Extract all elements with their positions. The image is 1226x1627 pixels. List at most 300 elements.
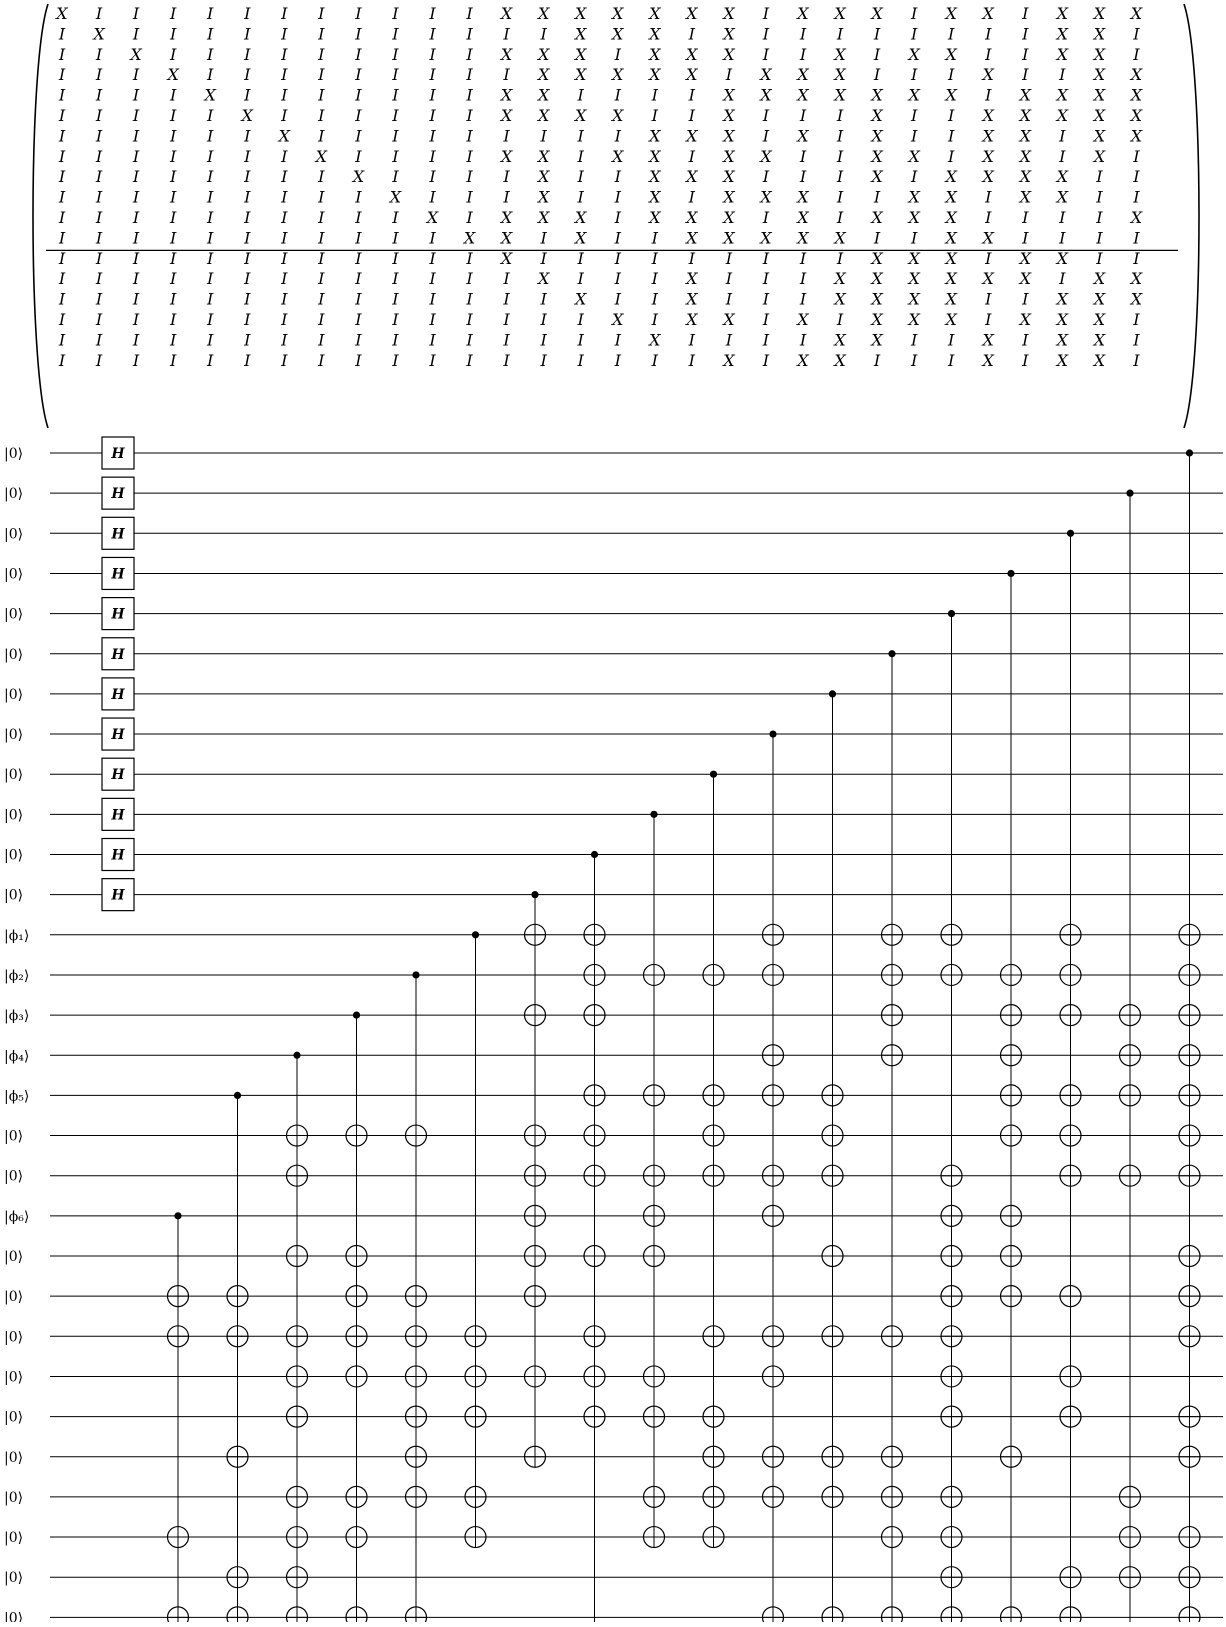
matrix-entry: X (1130, 85, 1143, 105)
matrix-entry: I (244, 4, 251, 23)
matrix-entry: I (577, 350, 584, 370)
matrix-entry: I (132, 85, 140, 105)
matrix-entry: I (985, 187, 992, 207)
matrix-entry: X (649, 4, 661, 23)
matrix-entry: I (799, 24, 807, 44)
matrix-entry: I (1022, 65, 1029, 85)
matrix-entry: X (1056, 106, 1069, 125)
wire-label: |ϕ₁⟩ (4, 927, 30, 944)
matrix-entry: I (355, 187, 362, 207)
matrix-entry: X (760, 65, 772, 85)
matrix-entry: I (207, 350, 214, 370)
matrix-entry: I (985, 44, 992, 64)
matrix-entry: I (58, 146, 66, 166)
matrix-entry: I (318, 65, 325, 85)
matrix-entry: I (651, 106, 658, 125)
matrix-entry: I (429, 24, 436, 44)
matrix-entry: I (318, 350, 325, 370)
matrix-entry: I (503, 310, 510, 329)
wire-label: |0⟩ (4, 1249, 24, 1265)
matrix-entry: I (910, 330, 918, 350)
matrix-entry: I (1133, 248, 1140, 268)
control-dot (650, 811, 657, 818)
wire-label: |ϕ₂⟩ (4, 967, 30, 984)
matrix-entry: I (355, 350, 362, 370)
matrix-entry: X (982, 330, 994, 350)
matrix-entry: I (762, 350, 770, 370)
matrix-entry: I (873, 187, 881, 207)
matrix-entry: I (466, 167, 473, 187)
matrix-entry: X (908, 44, 920, 64)
matrix-entry: X (982, 126, 994, 146)
matrix-entry: I (429, 85, 436, 105)
matrix-entry: X (1130, 289, 1143, 309)
matrix-entry: I (466, 126, 473, 146)
matrix-entry: I (281, 167, 288, 187)
matrix-entry: X (982, 106, 994, 125)
matrix-entry: I (1133, 167, 1140, 187)
control-dot (888, 650, 895, 657)
matrix-entry: I (836, 146, 844, 166)
control-dot (353, 1012, 360, 1019)
matrix-entry: I (429, 187, 436, 207)
hadamard-gate-label: H (111, 686, 125, 703)
matrix-entry: X (797, 208, 809, 227)
matrix-entry: I (762, 24, 770, 44)
matrix-entry: X (649, 208, 661, 227)
matrix-entry: X (686, 44, 698, 64)
matrix-entry: I (318, 167, 325, 187)
matrix-entry: I (985, 85, 992, 105)
wire-label: |ϕ₅⟩ (4, 1088, 30, 1105)
matrix-entry: I (392, 44, 399, 64)
hadamard-gate-label: H (111, 767, 125, 784)
matrix-entry: I (466, 85, 473, 105)
matrix-entry: I (799, 330, 807, 350)
matrix-entry: I (614, 248, 621, 268)
matrix-entry: X (612, 24, 624, 44)
matrix-entry: I (207, 248, 214, 268)
matrix-entry: X (612, 4, 624, 23)
matrix-entry: I (762, 167, 770, 187)
matrix-entry: X (1019, 269, 1031, 289)
matrix-entry: X (945, 4, 957, 23)
matrix-entry: X (537, 106, 550, 125)
matrix-entry: I (95, 146, 103, 166)
matrix-entry: I (836, 208, 844, 227)
matrix-entry: I (910, 167, 918, 187)
matrix-entry: I (429, 65, 436, 85)
matrix-entry: I (281, 208, 288, 227)
matrix-entry: I (355, 330, 362, 350)
matrix-entry: I (466, 106, 473, 125)
matrix-entry: I (281, 310, 288, 329)
matrix-entry: X (945, 248, 957, 268)
matrix-entry: I (95, 248, 103, 268)
matrix-entry: I (948, 24, 955, 44)
matrix-entry: X (797, 350, 809, 370)
matrix-entry: X (537, 85, 550, 105)
matrix-entry: I (132, 310, 140, 329)
matrix-entry: X (426, 208, 439, 227)
hadamard-gate-label: H (111, 526, 125, 543)
matrix-entry: I (762, 126, 770, 146)
matrix-entry: I (207, 65, 214, 85)
matrix-entry: I (132, 65, 140, 85)
matrix-entry: I (318, 269, 325, 289)
matrix-entry: X (1130, 65, 1143, 85)
matrix-entry: X (1019, 167, 1031, 187)
matrix-entry: I (244, 65, 251, 85)
matrix-entry: I (1096, 228, 1103, 248)
matrix-entry: I (169, 24, 177, 44)
matrix-entry: X (871, 85, 883, 105)
matrix-entry: X (1130, 106, 1143, 125)
matrix-entry: X (463, 228, 476, 248)
matrix-entry: I (132, 228, 140, 248)
matrix-entry: I (392, 85, 399, 105)
matrix-entry: I (1022, 44, 1029, 64)
matrix-entry: I (429, 167, 436, 187)
matrix-entry: I (95, 65, 103, 85)
matrix-entry: X (797, 126, 809, 146)
matrix-entry: I (318, 228, 325, 248)
matrix-entry: I (1022, 4, 1029, 23)
matrix-entry: I (873, 350, 881, 370)
matrix-entry: I (169, 310, 177, 329)
matrix-entry: I (651, 228, 658, 248)
matrix-entry: X (575, 24, 587, 44)
matrix-entry: I (577, 126, 584, 146)
matrix-entry: I (355, 248, 362, 268)
matrix-entry: I (281, 106, 288, 125)
right-parenthesis (1184, 4, 1199, 428)
matrix-entry: X (982, 269, 994, 289)
matrix-entry: I (169, 228, 177, 248)
matrix-entry: I (948, 146, 955, 166)
matrix-entry: I (577, 187, 584, 207)
matrix-entry: I (392, 4, 399, 23)
matrix-entry: I (169, 187, 177, 207)
matrix-entry: I (429, 330, 436, 350)
matrix-entry: I (577, 310, 584, 329)
matrix-entry: X (1056, 248, 1069, 268)
matrix-entry: I (614, 289, 621, 309)
matrix-entry: I (503, 289, 510, 309)
hadamard-gate-label: H (111, 486, 125, 503)
matrix-entry: X (945, 44, 957, 64)
wire-label: |0⟩ (4, 887, 24, 904)
matrix-entry: I (132, 126, 140, 146)
matrix-entry: X (1056, 330, 1069, 350)
matrix-entry: I (429, 350, 436, 370)
matrix-entry: I (281, 146, 288, 166)
matrix-entry: I (1133, 228, 1140, 248)
wire-label: |0⟩ (4, 1369, 24, 1386)
matrix-entry: I (58, 248, 66, 268)
matrix-entry: I (614, 167, 621, 187)
matrix-entry: X (1056, 4, 1069, 23)
matrix-entry: I (688, 85, 696, 105)
matrix-entry: I (95, 187, 103, 207)
matrix-entry: X (871, 126, 883, 146)
matrix-entry: I (577, 167, 584, 187)
matrix-entry: I (503, 24, 510, 44)
matrix-entry: I (725, 330, 733, 350)
matrix-entry: X (1093, 350, 1106, 370)
matrix-entry: I (910, 24, 918, 44)
matrix-entry: I (1022, 24, 1029, 44)
matrix-entry: X (686, 65, 698, 85)
matrix-entry: X (723, 126, 735, 146)
matrix-entry: I (318, 248, 325, 268)
matrix-entry: X (834, 4, 846, 23)
matrix-entry: I (1022, 330, 1029, 350)
matrix-entry: I (95, 269, 103, 289)
matrix-entry: I (207, 24, 214, 44)
left-parenthesis (33, 4, 48, 428)
control-dot (591, 851, 598, 858)
matrix-entry: I (318, 106, 325, 125)
matrix-entry: I (688, 330, 696, 350)
matrix-entry: I (392, 248, 399, 268)
matrix-entry: I (355, 126, 362, 146)
matrix-entry: I (651, 289, 658, 309)
hadamard-gate-label: H (111, 446, 125, 462)
matrix-entry: I (614, 208, 621, 227)
matrix-entry: I (1133, 44, 1140, 64)
matrix-entry: I (58, 44, 66, 64)
wire-label: |0⟩ (4, 1289, 24, 1306)
matrix-entry: I (318, 187, 325, 207)
matrix-entry: I (132, 248, 140, 268)
matrix-entry: I (836, 310, 844, 329)
matrix-entry: I (244, 350, 251, 370)
matrix-entry: I (169, 330, 177, 350)
matrix-entry: I (355, 208, 362, 227)
matrix-entry: X (686, 167, 698, 187)
matrix-entry: I (466, 248, 473, 268)
matrix-entry: X (93, 24, 105, 44)
wire-label: |0⟩ (4, 486, 24, 503)
matrix-entry: X (686, 126, 698, 146)
matrix-entry: X (352, 167, 365, 187)
matrix-entry: I (540, 248, 547, 268)
matrix-entry: I (132, 269, 140, 289)
matrix-entry: X (686, 269, 698, 289)
matrix-entry: I (466, 65, 473, 85)
matrix-entry: I (985, 310, 992, 329)
matrix-entry: I (873, 228, 881, 248)
matrix-entry: X (908, 146, 920, 166)
matrix-entry: I (318, 126, 325, 146)
control-dot (472, 931, 479, 938)
matrix-entry: X (1093, 85, 1106, 105)
matrix-entry: I (614, 85, 621, 105)
matrix-entry: I (503, 330, 510, 350)
matrix-entry: I (392, 106, 399, 125)
matrix-entry: X (908, 85, 920, 105)
matrix-entry: X (723, 44, 735, 64)
matrix-entry: X (500, 146, 513, 166)
matrix-entry: I (169, 350, 177, 370)
matrix-entry: I (466, 187, 473, 207)
matrix-entry: X (1093, 146, 1106, 166)
matrix-entry: I (614, 126, 621, 146)
matrix-entry: X (537, 65, 550, 85)
matrix-entry: I (281, 4, 288, 23)
matrix-entry: I (95, 44, 103, 64)
matrix-entry: I (95, 4, 103, 23)
matrix-entry: X (167, 65, 179, 85)
matrix-entry: I (1133, 146, 1140, 166)
wire-label: |0⟩ (4, 847, 24, 864)
matrix-entry: I (95, 85, 103, 105)
matrix-entry: I (466, 350, 473, 370)
matrix-entry: I (873, 24, 881, 44)
matrix-entry: X (1056, 310, 1069, 329)
matrix-entry: I (355, 106, 362, 125)
matrix-entry: I (392, 310, 399, 329)
matrix-entry: I (836, 106, 844, 125)
matrix-entry: I (1133, 187, 1140, 207)
matrix-entry: I (910, 228, 918, 248)
matrix-entry: I (244, 167, 251, 187)
matrix-entry: I (688, 106, 696, 125)
matrix-entry: I (948, 330, 955, 350)
matrix-entry: I (985, 208, 992, 227)
matrix-entry: I (95, 330, 103, 350)
wire-label: |0⟩ (4, 807, 24, 824)
matrix-entry: I (651, 248, 658, 268)
matrix-entry: X (500, 248, 513, 268)
matrix-entry: I (58, 24, 66, 44)
matrix-entry: X (1056, 187, 1069, 207)
matrix-entry: X (834, 289, 846, 309)
wire-label: |0⟩ (4, 446, 24, 462)
matrix-entry: I (132, 350, 140, 370)
hadamard-gate-label: H (111, 847, 125, 864)
matrix-entry: I (651, 85, 658, 105)
matrix-entry: X (797, 65, 809, 85)
matrix-entry: I (688, 146, 696, 166)
matrix-entry: I (466, 208, 473, 227)
matrix-entry: X (723, 310, 735, 329)
matrix-entry: I (910, 65, 918, 85)
matrix-entry: I (910, 106, 918, 125)
wire-label: |0⟩ (4, 1168, 24, 1185)
control-dot (174, 1212, 181, 1219)
matrix-entry: X (612, 146, 624, 166)
matrix-entry: I (540, 310, 547, 329)
matrix-entry: I (132, 4, 140, 23)
matrix-entry: I (207, 289, 214, 309)
control-dot (531, 891, 538, 898)
matrix-entry: X (908, 208, 920, 227)
matrix-entry: X (649, 146, 661, 166)
matrix-entry: X (649, 24, 661, 44)
wire-label: |0⟩ (4, 1570, 24, 1587)
matrix-entry: I (429, 248, 436, 268)
matrix-entry: I (725, 248, 733, 268)
matrix-entry: I (207, 44, 214, 64)
matrix-entry: I (318, 85, 325, 105)
wire-label: |ϕ₄⟩ (4, 1048, 30, 1065)
matrix-entry: I (281, 350, 288, 370)
matrix-entry: I (281, 85, 288, 105)
matrix-entry: I (281, 228, 288, 248)
matrix-entry: I (799, 269, 807, 289)
matrix-entry: I (651, 269, 658, 289)
matrix-entry: X (1019, 85, 1031, 105)
matrix-entry: I (1133, 330, 1140, 350)
matrix-entry: I (1096, 167, 1103, 187)
matrix-entry: I (169, 85, 177, 105)
matrix-entry: I (392, 208, 399, 227)
matrix-entry: I (1022, 350, 1029, 370)
matrix-entry: I (466, 4, 473, 23)
matrix-entry: I (95, 310, 103, 329)
matrix-entry: I (429, 106, 436, 125)
matrix-entry: X (982, 167, 994, 187)
matrix-entry: I (207, 4, 214, 23)
matrix-entry: X (1056, 85, 1069, 105)
matrix-entry: I (207, 310, 214, 329)
matrix-entry: X (537, 4, 550, 23)
matrix-entry: I (132, 330, 140, 350)
matrix-entry: X (612, 65, 624, 85)
matrix-entry: I (58, 269, 66, 289)
matrix-entry: X (834, 44, 846, 64)
matrix-entry: I (614, 228, 621, 248)
matrix-entry: X (945, 85, 957, 105)
matrix-entry: X (1019, 187, 1031, 207)
matrix-entry: I (540, 350, 547, 370)
matrix-entry: I (651, 310, 658, 329)
matrix-entry: I (688, 187, 696, 207)
wire-label: |0⟩ (4, 1449, 24, 1466)
matrix-entry: I (466, 146, 473, 166)
wire-label: |0⟩ (4, 1128, 24, 1145)
matrix-entry: I (1022, 228, 1029, 248)
matrix-entry: I (429, 228, 436, 248)
wire-label: |0⟩ (4, 1489, 24, 1506)
matrix-entry: X (908, 269, 920, 289)
matrix-entry: X (1019, 146, 1031, 166)
matrix-entry: X (982, 350, 994, 370)
matrix-entry: I (58, 208, 66, 227)
matrix-entry: X (723, 4, 735, 23)
wire-label: |0⟩ (4, 1329, 24, 1346)
matrix-entry: I (281, 269, 288, 289)
matrix-entry: I (207, 187, 214, 207)
matrix-entry: I (540, 289, 547, 309)
matrix-entry: I (429, 269, 436, 289)
matrix-entry: I (651, 350, 658, 370)
matrix-entry: X (723, 146, 735, 166)
matrix-entry: X (575, 44, 587, 64)
matrix-entry: I (1133, 24, 1140, 44)
matrix-entry: X (649, 65, 661, 85)
matrix-entry: X (945, 187, 957, 207)
matrix-entry: I (614, 330, 621, 350)
matrix-entry: I (540, 330, 547, 350)
matrix-entry: X (723, 167, 735, 187)
matrix-entry: X (537, 187, 550, 207)
matrix-entry: X (908, 310, 920, 329)
matrix-entry: I (132, 167, 140, 187)
matrix-entry: I (58, 228, 66, 248)
